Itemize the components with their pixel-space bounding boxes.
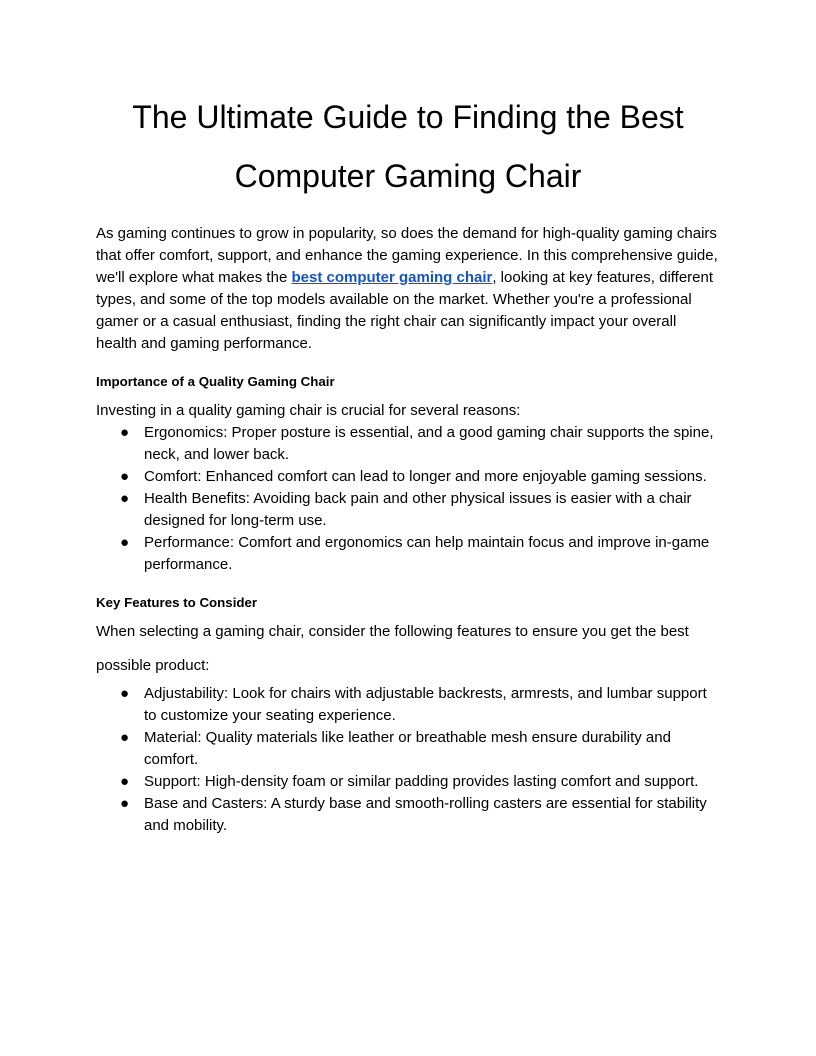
section-lead-key-features: When selecting a gaming chair, consider the following features to ensure you get the best possible product: (96, 623, 689, 674)
bullet-icon: ● (120, 490, 130, 507)
bullet-icon: ● (120, 685, 130, 702)
list-item (96, 771, 720, 793)
best-gaming-chair-link[interactable]: best computer gaming chair (291, 269, 493, 286)
list-item-text: Comfort: Enhanced comfort can lead to longer and more enjoyable gaming sessions. (144, 468, 707, 485)
title-line-1: The Ultimate Guide to Finding the Best (132, 99, 684, 135)
list-item (96, 466, 720, 488)
section-heading-importance: Importance of a Quality Gaming Chair (96, 374, 335, 389)
bullet-icon: ● (120, 795, 130, 812)
key-features-list (96, 683, 720, 837)
section-heading-key-features: Key Features to Consider (96, 595, 258, 610)
page-title (96, 88, 720, 206)
list-item (96, 422, 720, 466)
intro-text-after-link: , looking at key features, different types, and some of the top models available on the market. Whether you're a professional gamer or a casual enthusiast, finding the right chair can significantly impact your overall health and gaming performance. (96, 269, 714, 352)
bullet-icon: ● (120, 534, 130, 551)
document-page (96, 88, 720, 837)
list-item-text: Health Benefits: Avoiding back pain and other physical issues is easier with a chair designed for long-term use. (144, 490, 692, 529)
title-line-2: Computer Gaming Chair (234, 158, 582, 194)
list-item (96, 727, 720, 771)
bullet-icon: ● (120, 424, 130, 441)
bullet-icon: ● (120, 773, 130, 790)
list-item (96, 793, 720, 837)
list-item (96, 683, 720, 727)
importance-list (96, 422, 720, 576)
section-lead-importance: Investing in a quality gaming chair is crucial for several reasons: (96, 402, 521, 419)
list-item (96, 488, 720, 532)
list-item-text: Performance: Comfort and ergonomics can help maintain focus and improve in-game performance. (144, 534, 710, 573)
list-item-text: Adjustability: Look for chairs with adjustable backrests, armrests, and lumbar support to customize your seating experience. (144, 685, 707, 724)
bullet-icon: ● (120, 468, 130, 485)
intro-paragraph (96, 223, 720, 355)
bullet-icon: ● (120, 729, 130, 746)
list-item (96, 532, 720, 576)
list-item-text: Base and Casters: A sturdy base and smooth-rolling casters are essential for stability and mobility. (144, 795, 707, 834)
intro-text-before-link: As gaming continues to grow in popularity, so does the demand for high-quality gaming chairs that offer comfort, support, and enhance the gaming experience. In this comprehensive guide, we'll explore what makes the (96, 225, 718, 286)
list-item-text: Ergonomics: Proper posture is essential, and a good gaming chair supports the spine, neck, and lower back. (144, 424, 714, 463)
list-item-text: Support: High-density foam or similar padding provides lasting comfort and support. (144, 773, 699, 790)
list-item-text: Material: Quality materials like leather or breathable mesh ensure durability and comfort. (144, 729, 671, 768)
